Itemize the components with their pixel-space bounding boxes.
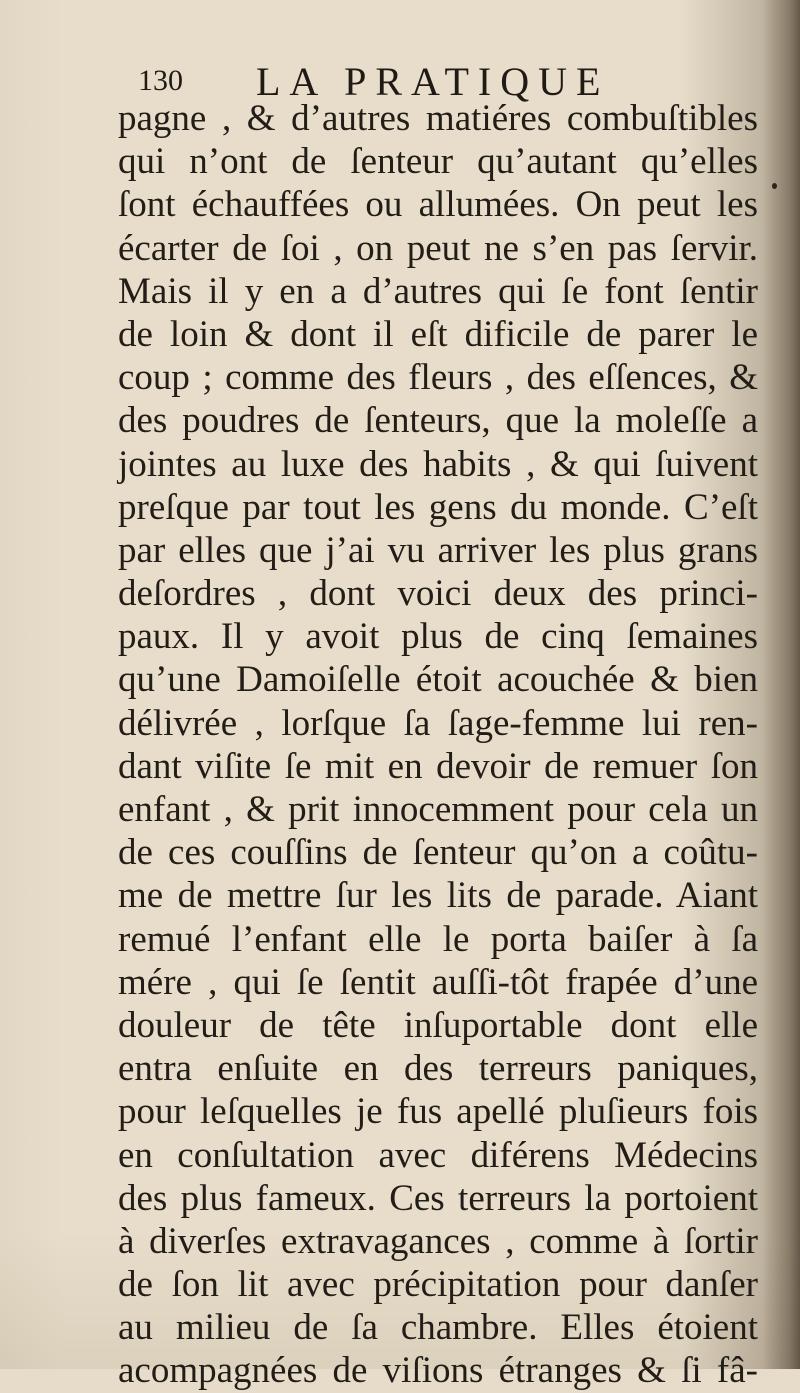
text-line: de loin & dont il eſt dificile de parer le	[118, 313, 758, 355]
text-line: ſont échauffées ou allumées. On peut les	[118, 184, 758, 226]
text-line: par elles que j’ai vu arriver les plus grans	[118, 529, 758, 571]
text-line: délivrée , lorſque ſa ſage-femme lui ren-	[118, 702, 758, 744]
text-line: paux. Il y avoit plus de cinq ſemaines	[118, 616, 758, 658]
ink-spot	[772, 183, 777, 189]
text-line: me de mettre ſur les lits de parade. Aiant	[118, 875, 758, 917]
text-line: au milieu de ſa chambre. Elles étoient	[118, 1307, 758, 1349]
text-line: coup ; comme des fleurs , des eſſences, &	[118, 357, 758, 399]
running-title: LA PRATIQUE	[256, 59, 610, 104]
text-line: pour leſquelles je fus apellé pluſieurs fois	[118, 1091, 758, 1133]
text-line: deſordres , dont voici deux des princi-	[118, 573, 758, 615]
text-line: en conſultation avec diférens Médecins	[118, 1134, 758, 1176]
text-line: des poudres de ſenteurs, que la moleſſe a	[118, 400, 758, 442]
text-line: jointes au luxe des habits , & qui ſuivent	[118, 443, 758, 485]
text-line: douleur de tête inſuportable dont elle	[118, 1004, 758, 1046]
text-line: acompagnées de viſions étranges & ſi fâ-	[118, 1350, 758, 1392]
text-line: remué l’enfant elle le porta baiſer à ſa	[118, 918, 758, 960]
page-number: 130	[138, 64, 183, 97]
text-line: dant viſite ſe mit en devoir de remuer ſon	[118, 745, 758, 787]
text-line: de ces couſſins de ſenteur qu’on a coûtu-	[118, 832, 758, 874]
text-line: qu’une Damoiſelle étoit acouchée & bien	[118, 659, 758, 701]
text-line: preſque par tout les gens du monde. C’eſt	[118, 486, 758, 528]
text-line: de ſon lit avec précipitation pour danſer	[118, 1264, 758, 1306]
page-header	[118, 58, 758, 102]
text-line: écarter de ſoi , on peut ne s’en pas ſervir.	[118, 227, 758, 269]
text-line: enfant , & prit innocemment pour cela un	[118, 789, 758, 830]
text-line: mére , qui ſe ſentit auſſi-tôt frapée d’une	[118, 961, 758, 1003]
text-line: des plus fameux. Ces terreurs la portoient	[118, 1177, 758, 1219]
text-line: entra enſuite en des terreurs paniques,	[118, 1048, 758, 1090]
text-line: qui n’ont de ſenteur qu’autant qu’elles	[118, 141, 758, 183]
text-line: pagne , & d’autres matiéres combuſtibles	[118, 98, 758, 139]
text-line: Mais il y en a d’autres qui ſe font ſentir	[118, 270, 758, 312]
page-gutter-shadow	[762, 0, 800, 1369]
text-line: à diverſes extravagances , comme à ſortir	[118, 1220, 758, 1262]
body-text	[118, 97, 758, 1393]
